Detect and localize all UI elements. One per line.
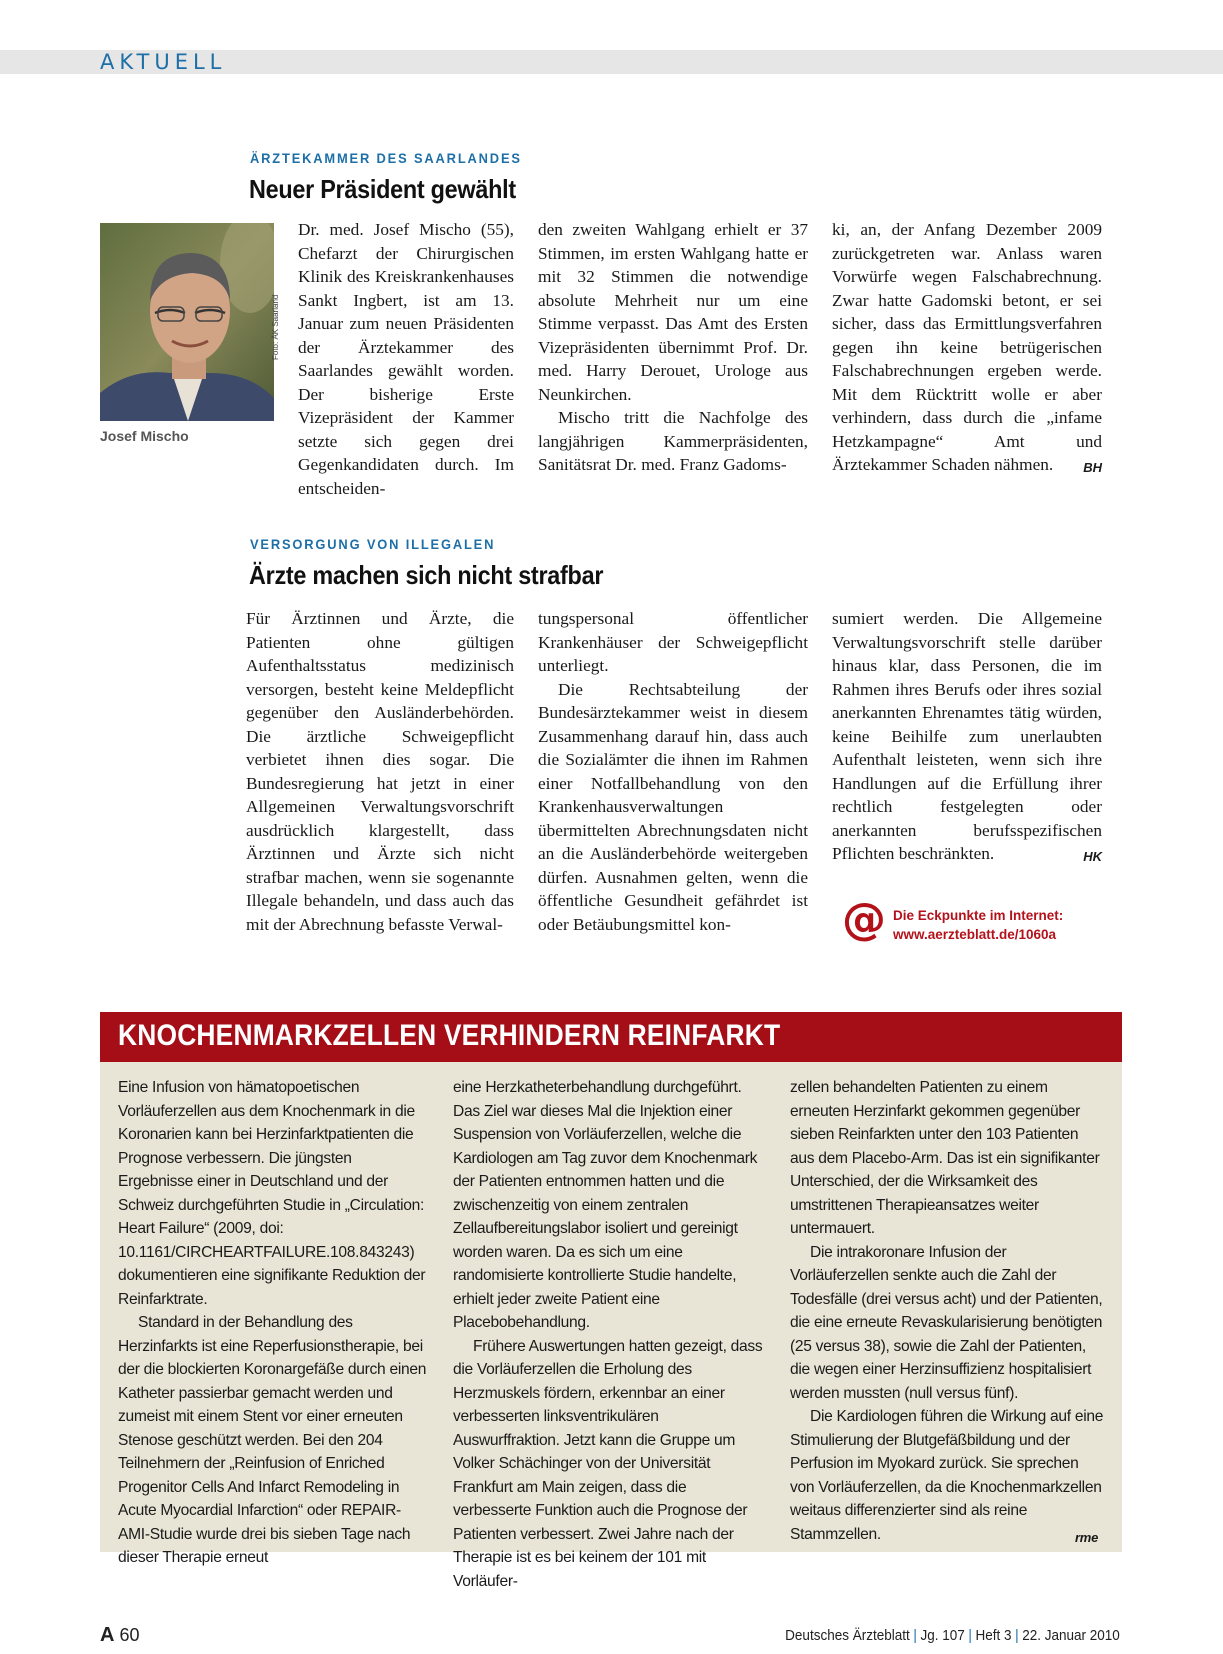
footer-date: 22. Januar 2010 <box>1022 1627 1120 1644</box>
box-title: KNOCHENMARKZELLEN VERHINDERN REINFARKT <box>118 1019 781 1052</box>
internet-link-url[interactable]: www.aerzteblatt.de/1060a <box>893 927 1057 942</box>
portrait-photo <box>100 223 274 421</box>
box-col2-para1: eine Herzkatheterbehandlung durchgeführt. Das Ziel war dieses Mal die Injektion einer Suspension von Vorläuferzellen, welche die Kardiologen am Tag zuvor dem Knochenmark der Patienten entnommen hatten und die zwischenzeitig von einem zentralen Zellaufbereitungslabor isoliert und gereinigt worden waren. Da es sich um eine randomisierte kontrollierte Studie handelte, erhielt jeder zweite Patient eine Placebobehandlung. <box>453 1079 758 1331</box>
internet-link-note[interactable] <box>893 906 1063 944</box>
box-column-3 <box>790 1076 1106 1549</box>
article2-col3-body: sumiert werden. Die Allgemeine Verwaltungsvorschrift stelle darüber hinaus klar, dass Personen, die im Rahmen ihres Berufs oder ihres sozial anerkannten Ehrenamtes tätig würden, keine Beihilfe zum unerlaubten Aufenthalt leisteten, wenn sich ihre Handlungen auf die Erfüllung ihrer rechtlich festgelegten oder anerkannten berufsspezifischen Pflichten beschränkten. <box>832 609 1102 863</box>
box-col3-para2: Die intrakoronare Infusion der Vorläuferzellen senkte auch die Zahl der Todesfälle (drei versus acht) und der Patienten, die eine erneute Revaskularisierung benötigten (25 versus 38), sowie die Zahl der Patienten, die wegen einer Herzinsuffizienz hospitalisiert werden mussten (null versus fünf). <box>790 1243 1103 1402</box>
box-col3-para3 <box>790 1405 1106 1546</box>
box-signature: rme <box>1075 1529 1098 1545</box>
box-col1-para2: Standard in der Behandlung des Herzinfarkts ist eine Reperfusionstherapie, bei der die blockierten Koronargefäße durch einen Katheter passierbar gemacht werden und zumeist mit einem Stent vor einer erneuten Stenose geschützt werden. Bei den 204 Teilnehmern der „Reinfusion of Enriched Progenitor Cells And Infarct Remodeling in Acute Myocardial Infarction“ oder REPAIR-AMI-Studie wurde drei bis sieben Tage nach dieser Therapie erneut <box>118 1314 427 1566</box>
article2-column-1 <box>246 607 514 936</box>
footer-separator: | <box>968 1627 973 1644</box>
article1-column-1 <box>298 218 514 500</box>
article2-col2-para2: Die Rechtsabteilung der Bundesärztekammer weist in diesem Zusammenhang darauf hin, dass auch die Sozialämter die ihnen im Rahmen einer Notfallbehandlung von den Krankenhausverwaltungen übermittelten Abrechnungsdaten nicht an die Ausländerbehörde weitergeben dürfen. Ausnahmen gelten, wenn die öffentliche Gesundheit gefährdet ist oder Betäubungsmittel kon- <box>538 679 808 934</box>
page-letter: A <box>100 1624 115 1646</box>
box-col1-para1: Eine Infusion von hämatopoetischen Vorläuferzellen aus dem Knochenmark in die Koronarien kann bei Herzinfarktpatienten die Prognose verbessern. Die jüngsten Ergebnisse einer in Deutschland und der Schweiz durchgeführten Studie in „Circulation: Heart Failure“ (2009, doi: 10.1161/CIRCHEARTFAILURE.108.843243) dokumentieren eine signifikante Reduktion der Reinfarktrate. <box>118 1079 426 1308</box>
article1-column-2 <box>538 218 808 477</box>
article1-headline: Neuer Präsident gewählt <box>249 174 516 204</box>
article2-headline: Ärzte machen sich nicht strafbar <box>249 560 604 590</box>
box-col3-para1: zellen behandelten Patienten zu einem erneuten Herzinfarkt gekommen gegenüber sieben Reinfarkten unter den 103 Patienten aus dem Placebo-Arm. Das ist ein signifikanter Unterschied, der die Wirksamkeit des umstrittenen Therapieansatzes weiter untermauert. <box>790 1079 1100 1237</box>
article1-col2-para2: Mischo tritt die Nachfolge des langjährigen Kammerpräsidenten, Sanitätsrat Dr. med. Franz Gadoms- <box>538 408 808 474</box>
article1-column-3 <box>832 218 1102 480</box>
article2-column-3 <box>832 607 1102 869</box>
footer-issue: Heft 3 <box>975 1627 1012 1644</box>
footer-citation <box>785 1627 1120 1644</box>
footer-separator: | <box>1015 1627 1019 1644</box>
at-icon: @ <box>842 894 886 945</box>
article2-col1-text: Für Ärztinnen und Ärzte, die Patienten ohne gültigen Aufenthaltsstatus medizinisch versorgen, besteht keine Meldepflicht gegenüber den Ausländerbehörden. Die ärztliche Schweigepflicht verbietet ihnen dies sogar. Die Bundesregierung hat jetzt in einer Allgemeinen Verwaltungsvorschrift ausdrücklich klargestellt, dass Ärztinnen und Ärzte sich nicht strafbar machen, wenn sie sogenannte Illegale behandeln, und dass auch das mit der Abrechnung befasste Verwal- <box>246 609 514 934</box>
article2-col3-text <box>832 607 1102 866</box>
article1-signature: BH <box>1083 460 1102 475</box>
article1-col3-body: ki, an, der Anfang Dezember 2009 zurückgetreten war. Anlass waren Vorwürfe wegen Falschabrechnung. Zwar hatte Gadomski betont, er sei sicher, dass das Ermittlungsverfahren gegen ihn keine betrügerischen Falschabrechnungen ergeben werde. Mit dem Rücktritt wolle er aber verhindern, dass durch die „infame Hetzkampagne“ Amt und Ärztekammer Schaden nähmen. <box>832 220 1102 474</box>
footer-volume: Jg. 107 <box>920 1627 965 1644</box>
article2-signature: HK <box>1083 849 1102 864</box>
photo-credit: Foto: ÄK Saarland <box>271 294 280 360</box>
box-column-1 <box>118 1076 428 1570</box>
box-col2-para2: Frühere Auswertungen hatten gezeigt, dass die Vorläuferzellen die Erholung des Herzmuskels fördern, erkennbar an einer verbesserten linksventrikulären Auswurffraktion. Jetzt kann die Gruppe um Volker Schächinger von der Universität Frankfurt am Main zeigen, dass die verbesserte Funktion auch die Prognose der Patienten verbessert. Zwei Jahre nach der Therapie ist es bei keinem der 101 mit Vorläufer- <box>453 1337 763 1590</box>
page-number <box>100 1624 140 1647</box>
article1-col1-text: Dr. med. Josef Mischo (55), Chefarzt der Chirurgischen Klinik des Kreiskrankenhauses Sankt Ingbert, ist am 13. Januar zum neuen Präsidenten der Ärztekammer des Saarlandes gewählt worden. Der bisherige Erste Vizepräsident der Kammer setzte sich gegen drei Gegenkandidaten durch. Im entscheiden- <box>298 220 514 498</box>
article2-column-2 <box>538 607 808 936</box>
footer-separator: | <box>913 1627 918 1644</box>
article2-col2-para1: tungspersonal öffentlicher Krankenhäuser der Schweigepflicht unterliegt. <box>538 609 808 675</box>
photo-caption: Josef Mischo <box>100 428 189 444</box>
footer-journal: Deutsches Ärzteblatt <box>785 1627 910 1644</box>
article2-kicker: VERSORGUNG VON ILLEGALEN <box>250 536 496 552</box>
portrait-image <box>100 223 274 421</box>
box-column-2 <box>453 1076 763 1593</box>
article1-col2-para1: den zweiten Wahlgang erhielt er 37 Stimmen, im ersten Wahlgang hatte er mit 32 Stimmen die notwendige absolute Mehrheit nur um eine Stimme verpasst. Das Amt des Ersten Vizepräsidenten übernimmt Prof. Dr. med. Harry Derouet, Urologe aus Neunkirchen. <box>538 220 808 404</box>
page-number-value: 60 <box>119 1625 140 1645</box>
article1-kicker: ÄRZTEKAMMER DES SAARLANDES <box>250 150 522 166</box>
section-label: AKTUELL <box>100 50 227 74</box>
article1-col3-text <box>832 218 1102 477</box>
internet-link-label: Die Eckpunkte im Internet: <box>893 908 1064 923</box>
box-col3-para3-body: Die Kardiologen führen die Wirkung auf eine Stimulierung der Blutgefäßbildung und der Perfusion im Myokard zurück. Sie sprechen von Vorläuferzellen, da die Knochenmarkzellen weitaus differenzierter sind als reine Stammzellen. <box>790 1408 1104 1543</box>
